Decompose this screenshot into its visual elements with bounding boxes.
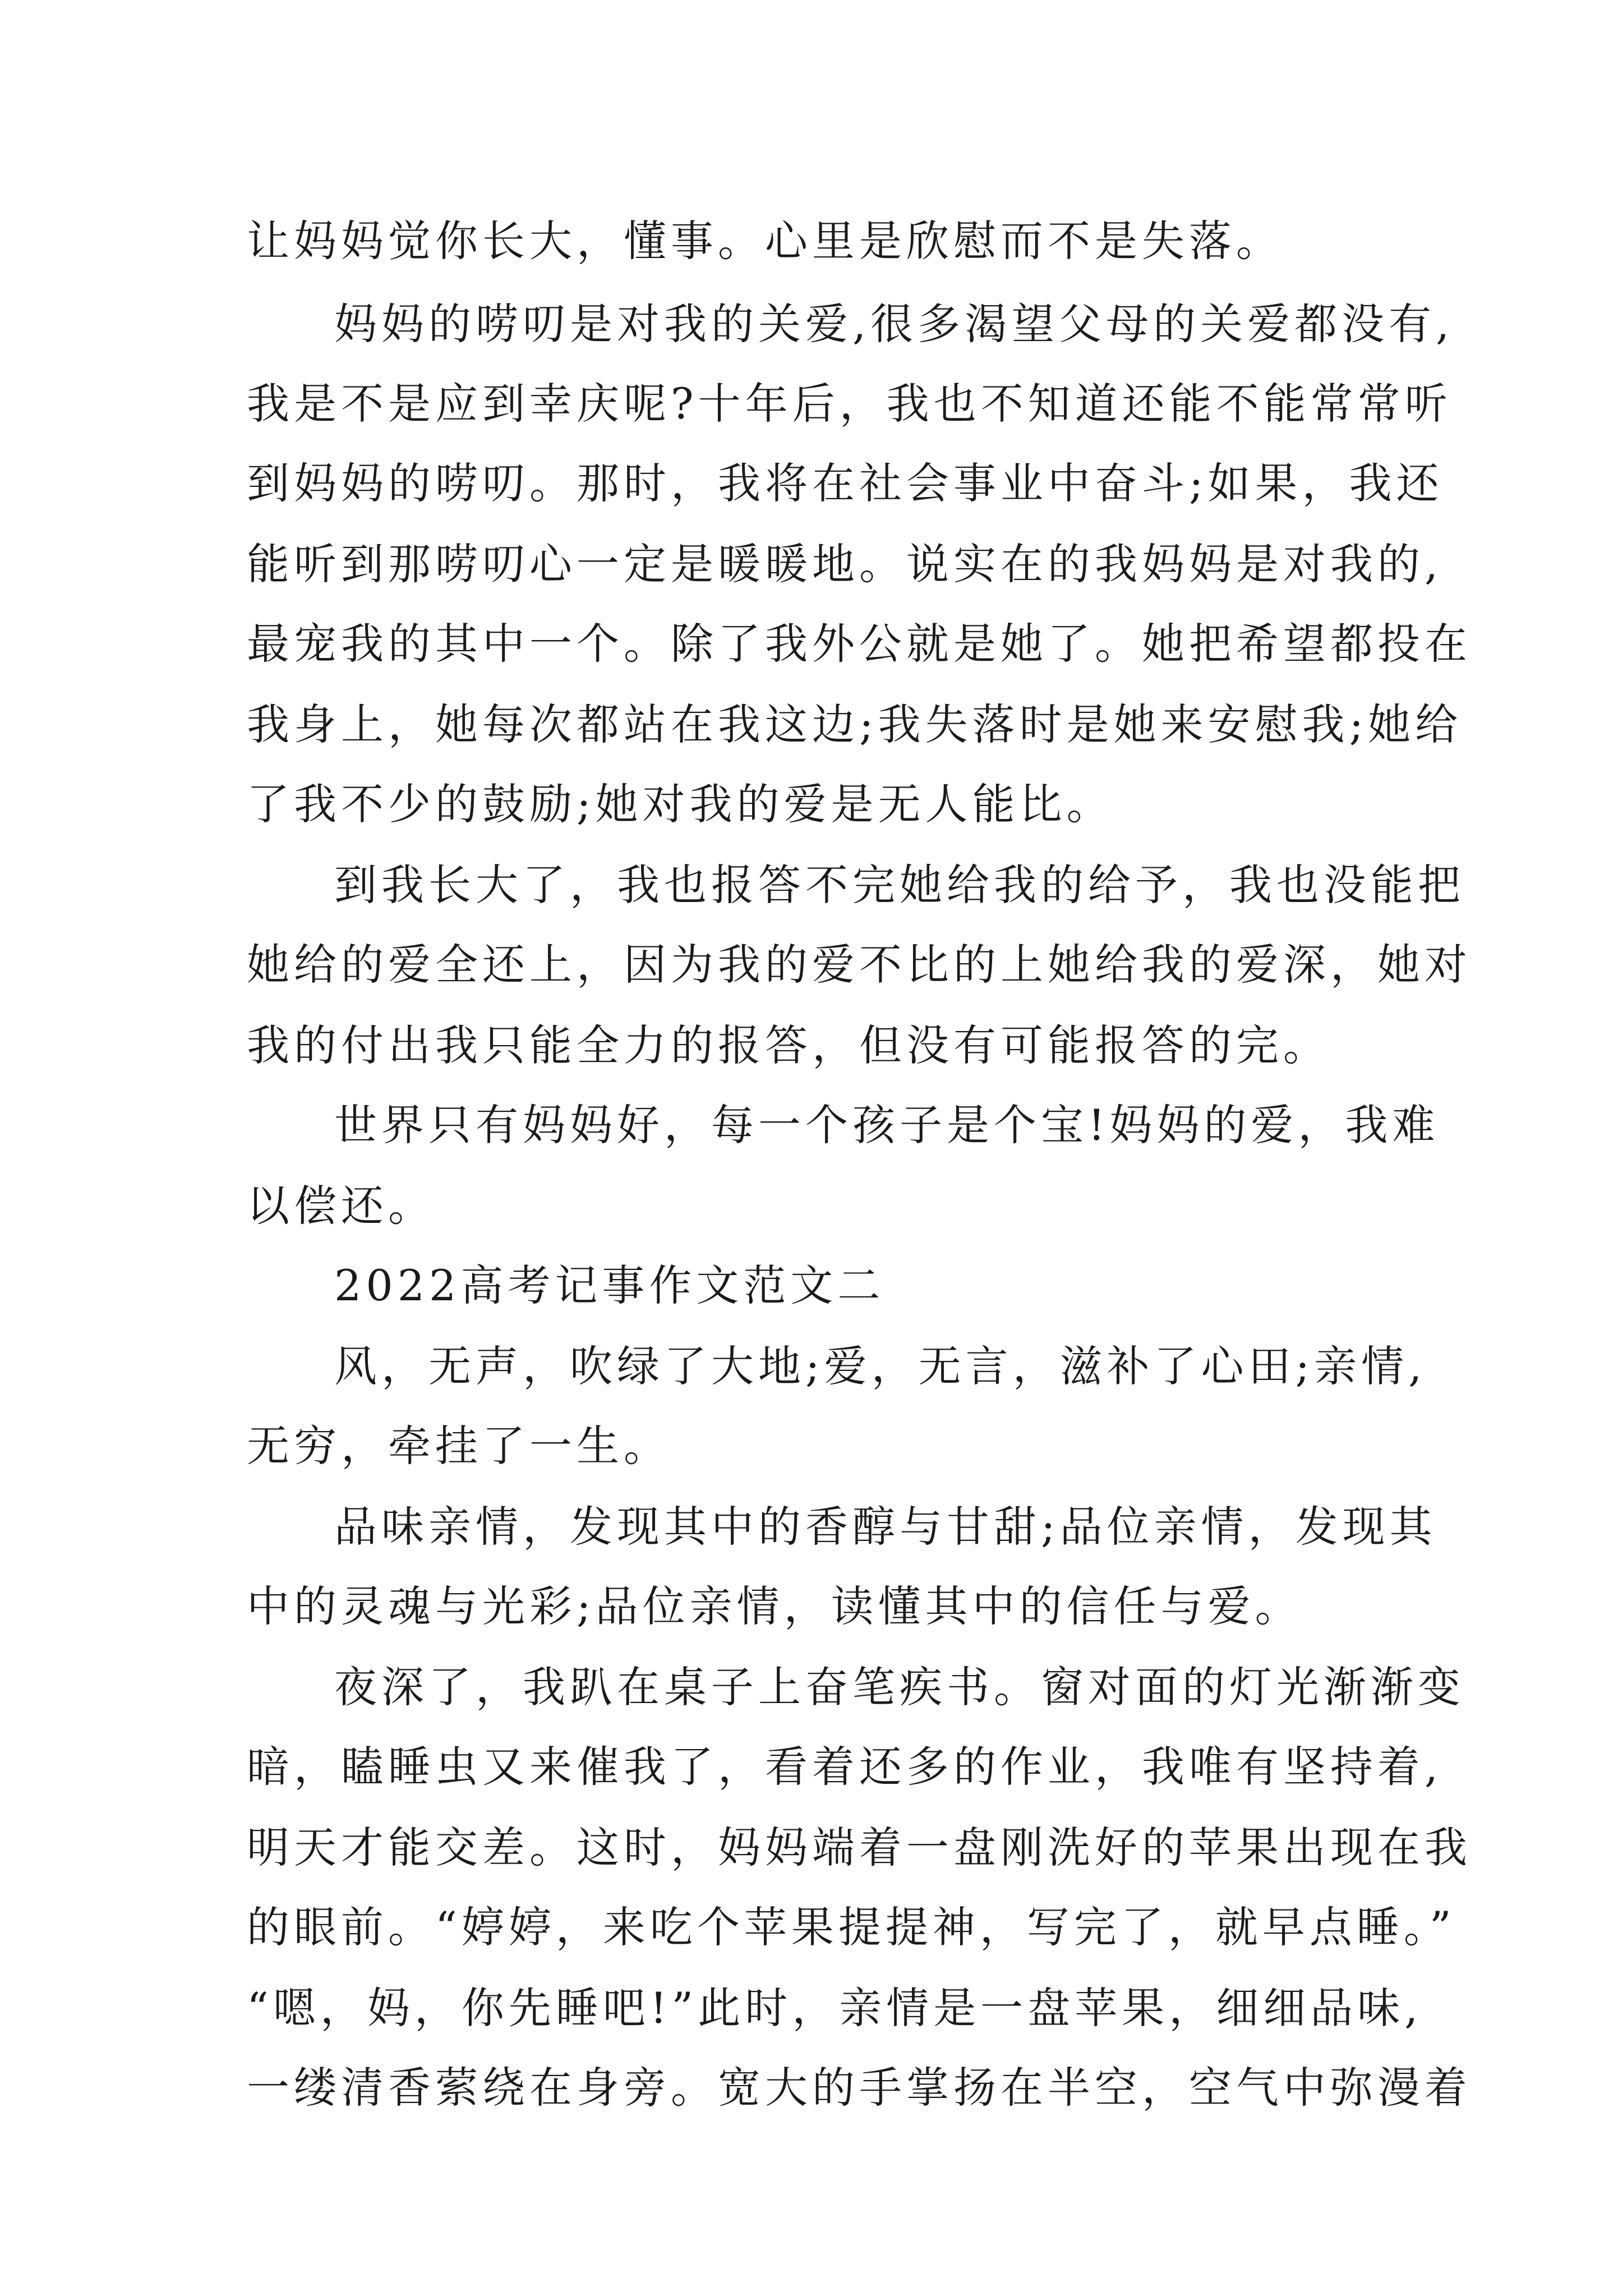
text-line: 以偿还。 bbox=[247, 1181, 435, 1231]
text-line: 中的灵魂与光彩;品位亲情，读懂其中的信任与爱。 bbox=[247, 1581, 1302, 1631]
text-line: 了我不少的鼓励;她对我的爱是无人能比。 bbox=[247, 779, 1114, 829]
paragraph-start: 品味亲情，发现其中的香醇与甘甜;品位亲情，发现其 bbox=[334, 1502, 1437, 1552]
text-line: 最宠我的其中一个。除了我外公就是她了。她把希望都投在 bbox=[247, 619, 1472, 669]
section-heading: 2022高考记事作文范文二 bbox=[334, 1260, 885, 1310]
paragraph-start: 风，无声，吹绿了大地;爱，无言，滋补了心田;亲情, bbox=[334, 1341, 1427, 1391]
paragraph-start: 世界只有妈妈好，每一个孩子是个宝!妈妈的爱，我难 bbox=[334, 1100, 1440, 1150]
paragraph-start: 到我长大了，我也报答不完她给我的给予，我也没能把 bbox=[334, 860, 1465, 910]
text-line: 一缕清香萦绕在身旁。宽大的手掌扬在半空，空气中弥漫着 bbox=[247, 2063, 1472, 2113]
text-line: 我的付出我只能全力的报答，但没有可能报答的完。 bbox=[247, 1020, 1330, 1070]
text-line: 我身上，她每次都站在我这边;我失落时是她来安慰我;她给 bbox=[247, 700, 1463, 749]
paragraph-start: 夜深了，我趴在桌子上奋笔疾书。窗对面的灯光渐渐变 bbox=[334, 1662, 1465, 1712]
text-line: 她给的爱全还上，因为我的爱不比的上她给我的爱深，她对 bbox=[247, 940, 1472, 990]
text-line: 能听到那唠叨心一定是暖暖地。说实在的我妈妈是对我的, bbox=[247, 539, 1443, 589]
text-line: 我是不是应到幸庆呢?十年后，我也不知道还能不能常常听 bbox=[247, 379, 1452, 429]
paragraph-start: 妈妈的唠叨是对我的关爱,很多渴望父母的关爱都没有, bbox=[334, 299, 1454, 349]
text-line: 明天才能交差。这时，妈妈端着一盘刚洗好的苹果出现在我 bbox=[247, 1823, 1472, 1872]
text-line: 到妈妈的唠叨。那时，我将在社会事业中奋斗;如果，我还 bbox=[247, 458, 1444, 508]
text-line: 让妈妈觉你长大，懂事。心里是欣慰而不是失落。 bbox=[247, 216, 1283, 266]
text-line: “嗯，妈，你先睡吧!”此时，亲情是一盘苹果，细细品味, bbox=[247, 1983, 1423, 2033]
text-line: 无穷，牵挂了一生。 bbox=[247, 1421, 671, 1471]
text-line: 暗，瞌睡虫又来催我了，看着还多的作业，我唯有坚持着, bbox=[247, 1742, 1443, 1792]
text-line: 的眼前。“婷婷，来吃个苹果提提神，写完了，就早点睡。” bbox=[247, 1902, 1456, 1952]
